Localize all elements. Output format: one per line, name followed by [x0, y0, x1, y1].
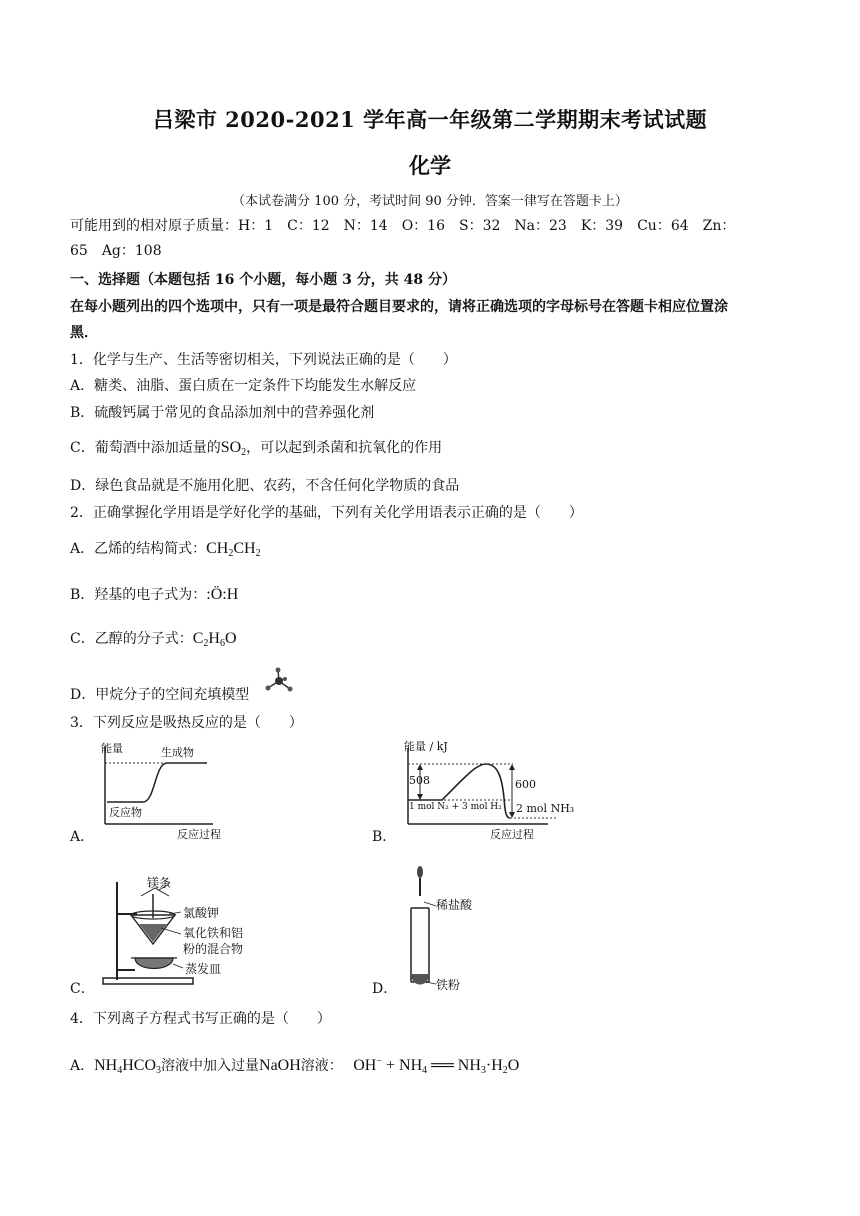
- q3-option-b-label: B．: [372, 829, 397, 845]
- q1-stem: 1．化学与生产、生活等密切相关，下列说法正确的是（ ）: [70, 352, 457, 368]
- figb-508: 508: [409, 774, 430, 787]
- q1-option-d: D．绿色食品就是不施用化肥、农药，不含任何化学物质的食品: [70, 478, 460, 494]
- q1-option-a: A．糖类、油脂、蛋白质在一定条件下均能发生水解反应: [70, 378, 417, 394]
- q2-option-b: B．羟基的电子式为：:Ö:H: [70, 586, 239, 603]
- figa-reactant: 反应物: [109, 806, 142, 819]
- figd-hcl: 稀盐酸: [436, 898, 473, 912]
- q2-option-d: D．甲烷分子的空间充填模型: [70, 687, 250, 703]
- figa-product: 生成物: [161, 746, 194, 759]
- figb-600: 600: [515, 778, 536, 791]
- figa-xlabel: 反应过程: [177, 828, 221, 841]
- figc-thermite-1: 氧化铁和铝: [183, 926, 244, 940]
- exam-note: （本试卷满分 100 分，考试时间 90 分钟．答案一律写在答题卡上）: [232, 194, 628, 209]
- figc-mg-strip: 镁条: [147, 876, 172, 890]
- q4-option-a: A．$NH_4HCO_3$溶液中加入过量NaOH溶液： $OH^- + NH_4$ ══ $NH_3\cdot H_2O$: [70, 1056, 520, 1076]
- q1-option-c: C．葡萄酒中添加适量的$SO_2$，可以起到杀菌和抗氧化的作用: [70, 439, 443, 458]
- section-instruction-line1: 在每小题列出的四个选项中，只有一项是最符合题目要求的，请将正确选项的字母标号在答题卡相应位置涂: [70, 299, 728, 315]
- section-instruction-line2: 黑．: [70, 325, 98, 341]
- figc-dish: 蒸发皿: [185, 962, 222, 976]
- atomic-mass-line1: 可能用到的相对原子质量：H：1 C：12 N：14 O：16 S：32 Na：23 K：39 Cu：64 Zn：: [70, 218, 736, 234]
- figc-kclo3: 氯酸钾: [183, 906, 220, 920]
- subject-title: 化学: [409, 153, 451, 178]
- methane-model-icon: [262, 666, 296, 696]
- figb-ylabel: 能量 / kJ: [404, 740, 448, 753]
- ethylene-formula: $CH_2CH_2$: [206, 540, 261, 559]
- exam-title: 吕梁市 2020-2021 学年高一年级第二学期期末考试试题: [152, 107, 708, 132]
- figb-reactants: 1 mol N₂ + 3 mol H₂: [409, 802, 502, 812]
- figa-ylabel: 能量: [101, 742, 123, 755]
- section-heading: 一、选择题（本题包括 16 个小题，每小题 3 分，共 48 分）: [70, 272, 456, 288]
- q3-figure-a: [95, 740, 225, 840]
- q3-option-a-label: A．: [70, 829, 95, 845]
- so2-formula: $SO_2$: [220, 439, 247, 458]
- figc-thermite-2: 粉的混合物: [183, 942, 244, 956]
- hydroxyl-electron-formula: :Ö:H: [206, 586, 239, 603]
- q3-option-d-label: D．: [372, 981, 398, 997]
- q3-option-c-label: C．: [70, 981, 95, 997]
- q2-option-a: A．乙烯的结构简式：$CH_2CH_2$: [70, 540, 261, 559]
- figb-xlabel: 反应过程: [490, 828, 534, 841]
- q2-option-c: C．乙醇的分子式：$C_2H_6O$: [70, 630, 237, 649]
- q3-stem: 3．下列反应是吸热反应的是（ ）: [70, 715, 303, 731]
- atomic-mass-line2: 65 Ag：108: [70, 243, 162, 259]
- ethanol-formula: $C_2H_6O$: [192, 630, 237, 649]
- q2-stem: 2．正确掌握化学用语是学好化学的基础，下列有关化学用语表示正确的是（ ）: [70, 505, 583, 521]
- q3-figure-c: [95, 872, 255, 990]
- figd-fe-powder: 铁粉: [436, 978, 461, 992]
- q3-figure-d: [400, 862, 500, 992]
- q1-option-b: B．硫酸钙属于常见的食品添加剂中的营养强化剂: [70, 405, 375, 421]
- q4-stem: 4．下列离子方程式书写正确的是（ ）: [70, 1011, 331, 1027]
- q3-figure-b: [398, 738, 583, 840]
- figb-product: 2 mol NH₃: [516, 802, 575, 815]
